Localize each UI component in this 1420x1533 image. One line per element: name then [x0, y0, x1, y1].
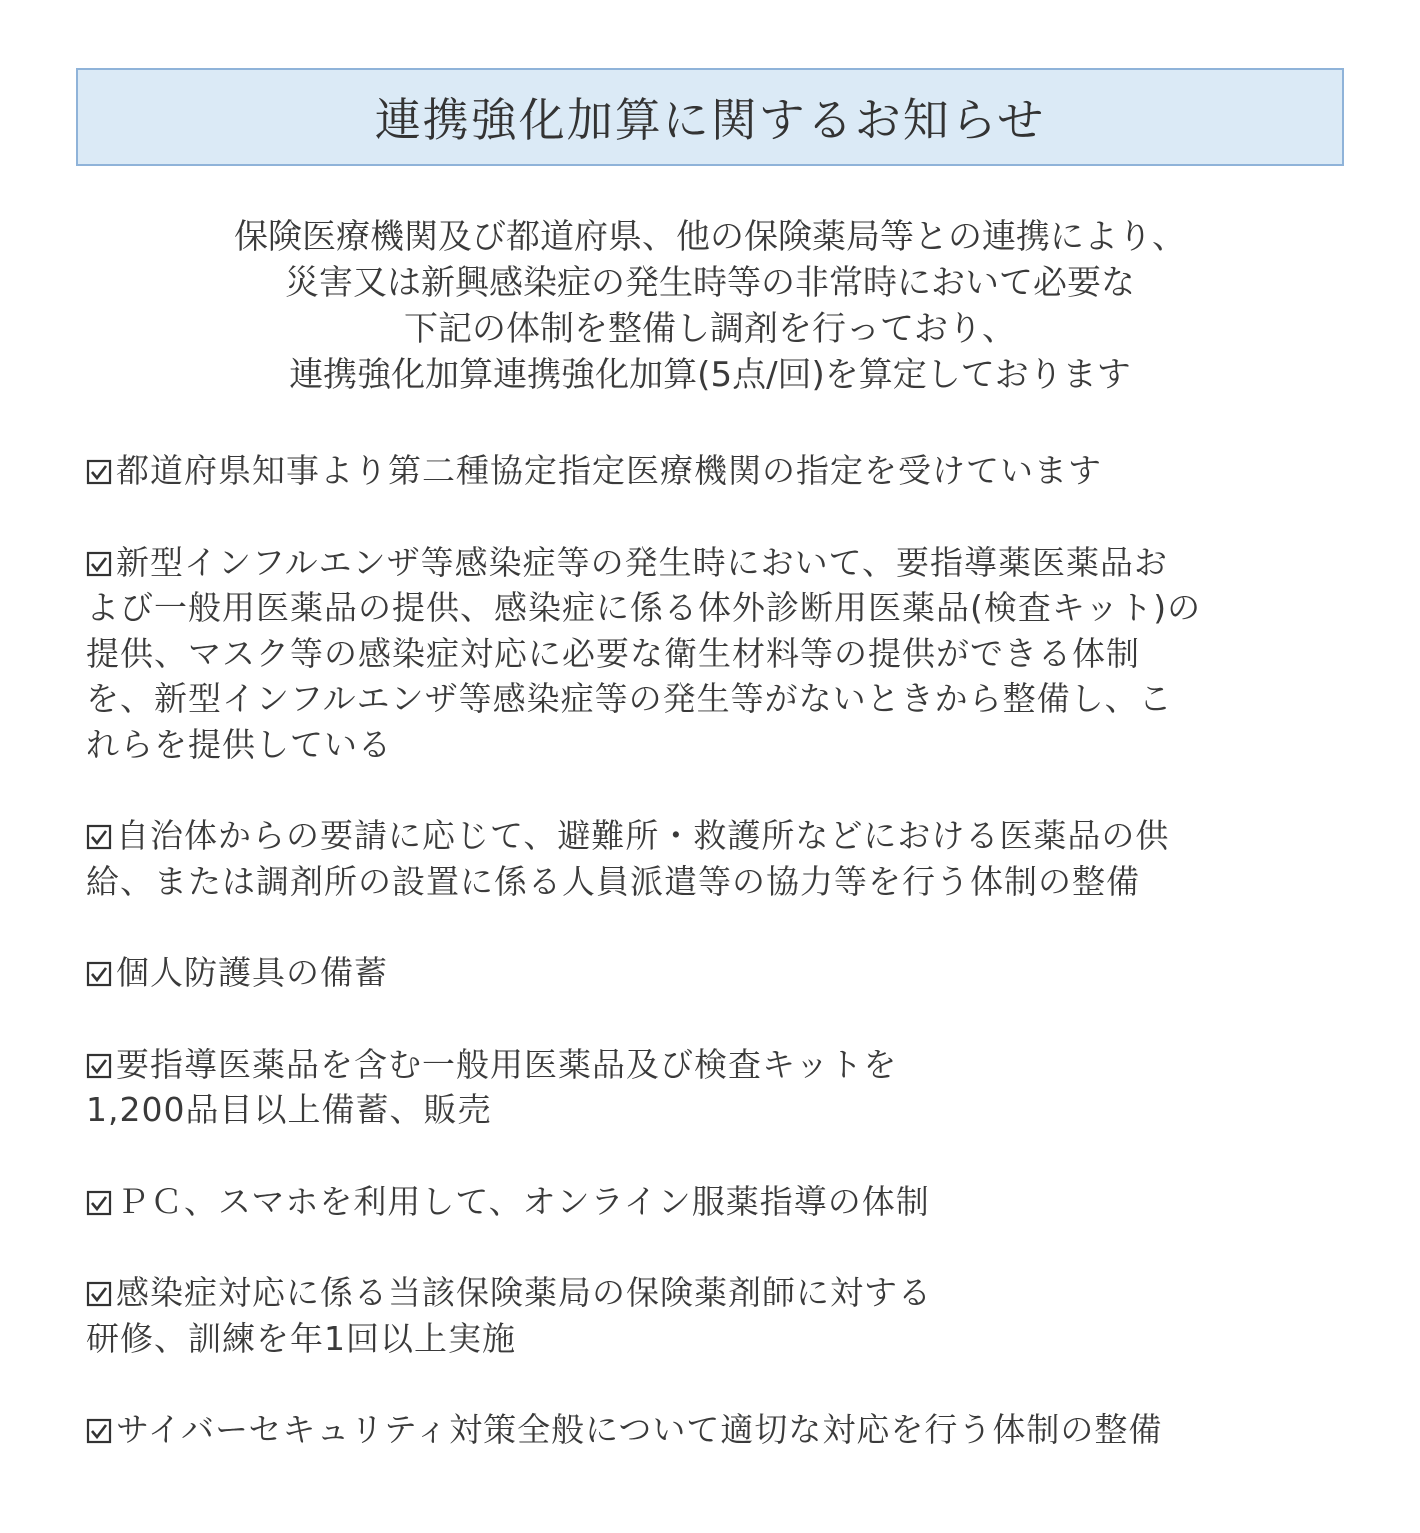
- checklist-item-text: 自治体からの要請に応じて、避難所・救護所などにおける医薬品の供: [116, 816, 1170, 855]
- checklist-item: [86, 1042, 1326, 1133]
- checklist-item-text: 都道府県知事より第二種協定指定医療機関の指定を受けています: [116, 451, 1102, 490]
- checklist-item-text: 要指導医薬品を含む一般用医薬品及び検査キットを: [116, 1044, 898, 1084]
- checklist-item-text: 新型インフルエンザ等感染症等の発生時において、要指導薬医薬品お: [116, 542, 1169, 582]
- checked-box-icon: [86, 824, 112, 850]
- checklist-item-text: よび一般用医薬品の提供、感染症に係る体外診断用医薬品(検査キット)の: [86, 588, 1202, 627]
- checklist-item-line: [86, 540, 1326, 586]
- checklist-item-text: を、新型インフルエンザ等感染症等の発生等がないときから整備し、こ: [86, 679, 1173, 718]
- intro-paragraph: [76, 214, 1344, 398]
- checked-box-icon: [86, 551, 112, 577]
- requirements-list: [86, 448, 1326, 1499]
- checklist-item-text: 個人防護具の備蓄: [116, 953, 388, 992]
- intro-line: 災害又は新興感染症の発生時等の非常時において必要な: [285, 263, 1135, 303]
- checklist-item-line: [86, 1042, 1326, 1088]
- checklist-item: [86, 540, 1326, 768]
- checked-box-icon: [86, 1281, 112, 1307]
- checklist-item-line: [86, 813, 1326, 859]
- checked-box-icon: [86, 459, 112, 485]
- checklist-item-line: [86, 859, 1326, 905]
- checked-box-icon: [86, 1418, 112, 1444]
- checked-box-icon: [86, 961, 112, 987]
- checklist-item-line: [86, 1087, 1326, 1133]
- intro-line: 連携強化加算連携強化加算(5点/回)を算定しております: [289, 355, 1131, 395]
- checklist-item-text: れらを提供している: [86, 724, 392, 764]
- checked-box-icon: [86, 1190, 112, 1216]
- checklist-item-line: [86, 722, 1326, 768]
- intro-line: 下記の体制を整備し調剤を行っており、: [404, 309, 1016, 349]
- checked-box-icon: [86, 1053, 112, 1079]
- checklist-item: [86, 448, 1326, 494]
- page-title: 連携強化加算に関するお知らせ: [374, 93, 1046, 147]
- checklist-item-line: [86, 676, 1326, 722]
- checklist-item-text: 提供、マスク等の感染症対応に必要な衛生材料等の提供ができる体制: [86, 633, 1140, 673]
- checklist-item: [86, 1270, 1326, 1361]
- checklist-item-line: [86, 448, 1326, 494]
- checklist-item-line: [86, 950, 1326, 996]
- checklist-item-line: [86, 585, 1326, 631]
- checklist-item-text: 1,200品目以上備蓄、販売: [86, 1090, 492, 1129]
- intro-line: 保険医療機関及び都道府県、他の保険薬局等との連携により、: [234, 217, 1186, 257]
- checklist-item-line: [86, 1179, 1326, 1225]
- checklist-item-text: 感染症対応に係る当該保険薬局の保険薬剤師に対する: [116, 1273, 932, 1312]
- checklist-item: [86, 813, 1326, 904]
- checklist-item-line: [86, 1407, 1326, 1453]
- checklist-item-text: 研修、訓練を年1回以上実施: [86, 1318, 516, 1358]
- checklist-item-line: [86, 631, 1326, 677]
- checklist-item: [86, 1179, 1326, 1225]
- title-banner: [76, 68, 1344, 166]
- checklist-item-text: ＰＣ、スマホを利用して、オンライン服薬指導の体制: [116, 1181, 930, 1221]
- checklist-item: [86, 950, 1326, 996]
- checklist-item-line: [86, 1316, 1326, 1362]
- checklist-item: [86, 1407, 1326, 1453]
- checklist-item-text: 給、または調剤所の設置に係る人員派遣等の協力等を行う体制の整備: [86, 861, 1140, 901]
- checklist-item-text: サイバーセキュリティ対策全般について適切な対応を行う体制の整備: [116, 1410, 1163, 1449]
- checklist-item-line: [86, 1270, 1326, 1316]
